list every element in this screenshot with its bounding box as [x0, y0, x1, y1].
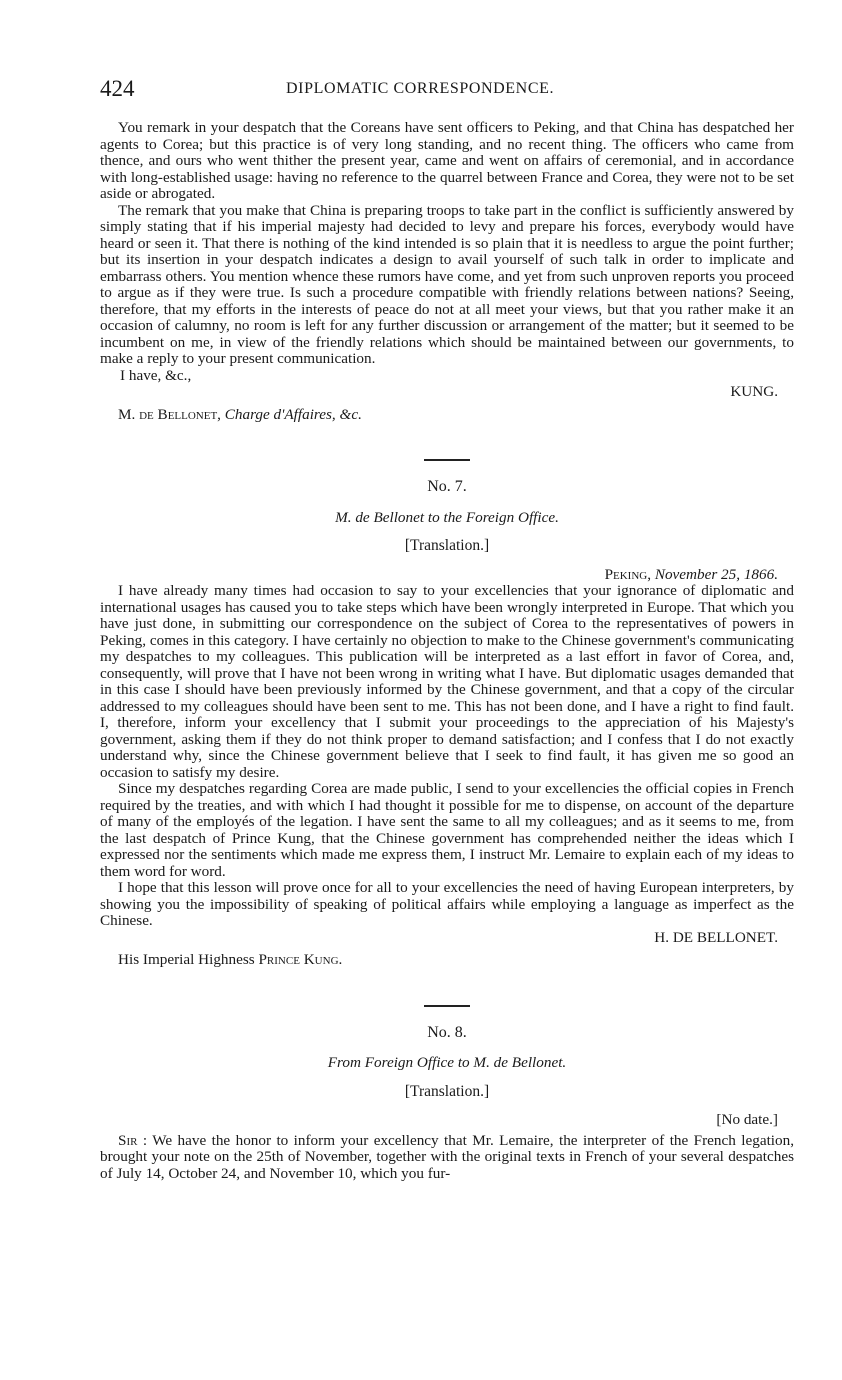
letter-8	[100, 1025, 794, 1183]
page-number: 424	[100, 76, 135, 101]
translation-note: [Translation.]	[404, 537, 490, 554]
signature: KUNG.	[730, 383, 778, 400]
addressee	[100, 407, 794, 424]
paragraph: I hope that this lesson will prove once for all to your excellencies the need of having European interpreters, by showing you the impossibility of speaking of political affairs while employing a language as imperfect as the Chinese.	[100, 879, 794, 929]
addressee	[100, 952, 794, 969]
section-divider	[424, 459, 470, 461]
addressee-name: Prince Kung.	[258, 951, 343, 968]
running-title: DIPLOMATIC CORRESPONDENCE.	[286, 80, 555, 97]
page-body	[100, 120, 794, 1182]
paragraph	[100, 1133, 794, 1183]
date: November 25, 1866.	[654, 565, 778, 583]
paragraph: The remark that you make that China is preparing troops to take part in the conflict is sufficiently answered by simply stating that if his imperial majesty had decided to levy and prepare his forces, everybody would have heard or seen it. That there is nothing of the kind intended is so plain that it is needless to argue the point further; but its insertion in your despatch indicates a design to avail yourself of such talk in order to implicate and embarrass others. You mention whence these rumors have come, and yet from such unproven reports you proceed to argue as if they were true. Is such a procedure compatible with friendly relations between nations? Seeing, therefore, that my efforts in the interests of peace do not at all meet your views, but that you rather make it an occasion of calumny, no room is left for any further discussion or arrangement of the matter; but it seemed to be incumbent on me, in view of the friendly relations which should be maintained between our governments, to make a reply to your present communication.	[100, 201, 794, 367]
signature: H. DE BELLONET.	[654, 928, 778, 946]
place: Peking,	[604, 565, 652, 583]
section-divider	[424, 1005, 470, 1007]
letter-number: No. 7.	[427, 478, 467, 495]
addressee-title: Charge d'Affaires, &c.	[224, 405, 362, 423]
dateline	[100, 567, 794, 584]
paragraph-text: We have the honor to inform your excellency that Mr. Lemaire, the interpreter of the French legation, brought your note on the 25th of November, together with the original texts in French of your several despatches of July 14, October 24, and November 10, which you fur-	[100, 1131, 794, 1182]
paragraph: You remark in your despatch that the Coreans have sent officers to Peking, and that China has despatched her agents to Corea; but this practice is of very long standing, and no recent thing. The officers who came from thence, and ours who went thither the present year, came and went on affairs of ceremonial, and in accordance with long-established usage: having no reference to the quarrel between France and Corea, they were not to be set aside or abrogated.	[100, 119, 794, 202]
closing-line: I have, &c.,	[120, 366, 192, 384]
letter-title: From Foreign Office to M. de Bellonet.	[327, 1054, 567, 1071]
translation-note: [Translation.]	[404, 1082, 490, 1100]
letter-number: No. 8.	[427, 1023, 467, 1041]
letter-title: M. de Bellonet to the Foreign Office.	[335, 508, 559, 526]
dateline: [No date.]	[716, 1111, 778, 1128]
page-header	[100, 76, 740, 104]
letter-6-continuation	[100, 120, 794, 423]
addressee-name: M. de Bellonet,	[118, 405, 221, 423]
paragraph: I have already many times had occasion to say to your excellencies that your ignorance of diplomatic and international usages has caused you to take steps which have been wrongly interpreted in Europe. That which you have just done, in submitting our correspondence on the subject of Corea to the representatives of powers in Peking, comes in this category. I have certainly no objection to make to the Chinese government's communicating my despatches to my colleagues. This publication will be interpreted as a last effort in favor of Corea, and, consequently, will prove that I have not been wrong in writing what I have. But diplomatic usages demanded that in this case I should have been previously informed by the Chinese government, and that a copy of the circular addressed to my colleagues should have been sent to me. This has not been done, and I have a right to find fault. I, therefore, inform your excellency that I submit your proceedings to the appreciation of his Majesty's government, asking them if they do not think proper to demand satisfaction; and I confess that I do not exactly understand why, since the Chinese government believe that I seek to find fault, it has given me so good an occasion to satisfy my desire.	[100, 582, 794, 781]
addressee-prefix: His Imperial Highness	[118, 951, 255, 968]
paragraph: Since my despatches regarding Corea are made public, I send to your excellencies the official copies in French required by the treaties, and with which I had thought it possible for me to dispense, on account of the departure of many of the employés of the legation. I have sent the same to all my colleagues; and as it seems to me, from the last despatch of Prince Kung, that the Chinese government has comprehended neither the ideas which I expressed nor the sentiments which made me express them, I instruct Mr. Lemaire to explain each of my ideas to them word for word.	[100, 780, 794, 880]
letter-7	[100, 479, 794, 969]
salutation: Sir :	[118, 1131, 148, 1149]
